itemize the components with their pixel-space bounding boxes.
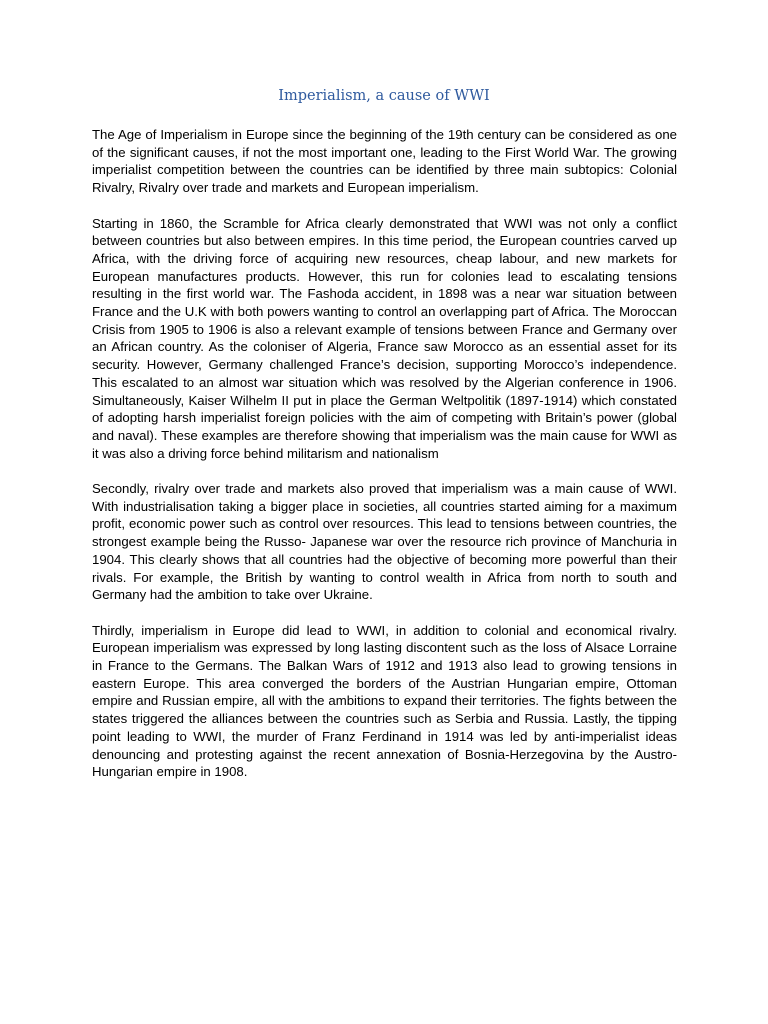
paragraph-colonial-rivalry: Starting in 1860, the Scramble for Africa clearly demonstrated that WWI was not only a conflict between countries but also between empires. In this time period, the European countries carved up Africa, with the driving force of acquiring new resources, cheap labour, and new markets for European manufactures products. However, this run for colonies lead to escalating tensions resulting in the first world war. The Fashoda accident, in 1898 was a near war situation between France and the U.K with both powers wanting to control an overlapping part of Africa. The Moroccan Crisis from 1905 to 1906 is also a relevant example of tensions between France and Germany over an African country. As the coloniser of Algeria, France saw Morocco as an essential asset for its security. However, Germany challenged France’s decision, supporting Morocco’s independence. This escalated to an almost war situation which was resolved by the Algerian conference in 1906. Simultaneously, Kaiser Wilhelm II put in place the German Weltpolitik (1897-1914) which constated of adopting harsh imperialist foreign policies with the aim of competing with Britain’s power (global and naval). These examples are therefore showing that imperialism was the main cause for WWI as it was also a driving force behind militarism and nationalism <box>92 215 677 461</box>
document-title: Imperialism, a cause of WWI <box>278 88 490 104</box>
paragraph-trade-rivalry: Secondly, rivalry over trade and markets also proved that imperialism was a main cause of WWI. With industrialisation taking a bigger place in societies, all countries started aiming for a maximum profit, economic power such as control over resources. This lead to tensions between countries, the strongest example being the Russo- Japanese war over the resource rich province of Manchuria in 1904. This clearly shows that all countries had the objective of becoming more powerful than their rivals. For example, the British by wanting to control wealth in Africa from north to south and Germany had the ambition to take over Ukraine. <box>92 481 677 603</box>
paragraph-european-imperialism: Thirdly, imperialism in Europe did lead to WWI, in addition to colonial and economical rivalry. European imperialism was expressed by long lasting discontent such as the loss of Alsace Lorraine in France to the Germans. The Balkan Wars of 1912 and 1913 also lead to growing tensions in eastern Europe. This area converged the borders of the Austrian Hungarian empire, Ottoman empire and Russian empire, all with the ambitions to expand their territories. The fights between the states triggered the alliances between the countries such as Serbia and Russia. Lastly, the tipping point leading to WWI, the murder of Franz Ferdinand in 1914 was led by anti-imperialist ideas denouncing and protesting against the recent annexation of Bosnia-Herzegovina by the Austro-Hungarian empire in 1908. <box>92 622 677 780</box>
document-body <box>92 126 677 799</box>
paragraph-introduction: The Age of Imperialism in Europe since the beginning of the 19th century can be considered as one of the significant causes, if not the most important one, leading to the First World War. The growing imperialist competition between the countries can be identified by three main subtopics: Colonial Rivalry, Rivalry over trade and markets and European imperialism. <box>92 127 677 196</box>
